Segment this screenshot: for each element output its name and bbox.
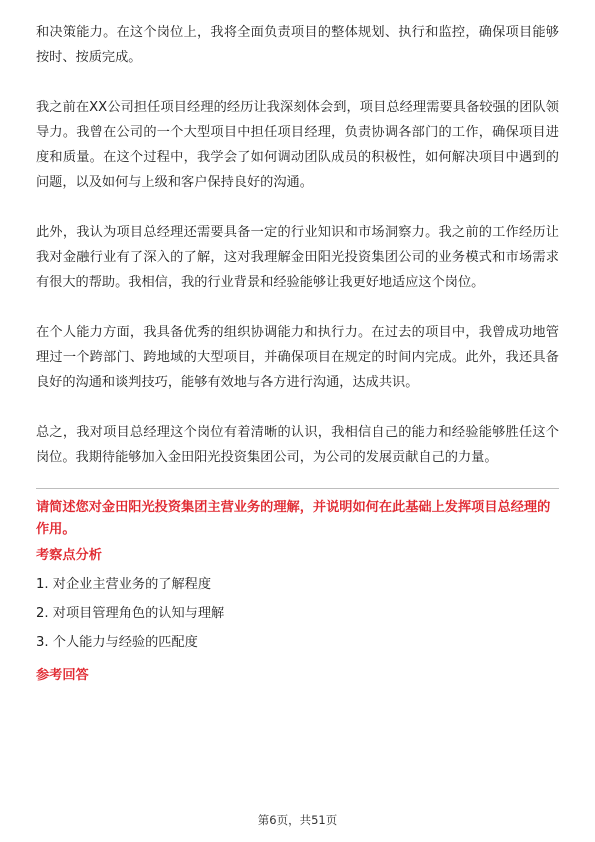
body-paragraph: 总之，我对项目总经理这个岗位有着清晰的认识，我相信自己的能力和经验能够胜任这个岗位。我期待能够加入金田阳光投资集团公司，为公司的发展贡献自己的力量。 [36, 425, 559, 465]
answer-label: 参考回答 [36, 668, 89, 683]
body-paragraph: 在个人能力方面，我具备优秀的组织协调能力和执行力。在过去的项目中，我曾成功地管理过一个跨部门、跨地域的大型项目，并确保项目在规定的时间内完成。此外，我还具备良好的沟通和谈判技巧，能够有效地与各方进行沟通，达成共识。 [36, 325, 559, 390]
analysis-point: 3. 个人能力与经验的匹配度 [36, 635, 198, 650]
section-divider [36, 488, 559, 489]
analysis-point: 1. 对企业主营业务的了解程度 [36, 577, 212, 592]
paragraph-gap [36, 70, 559, 95]
paragraph-gap [36, 395, 559, 420]
analysis-label: 考察点分析 [36, 548, 102, 563]
page-content [36, 20, 559, 693]
paragraph-gap [36, 195, 559, 220]
body-paragraph: 和决策能力。在这个岗位上，我将全面负责项目的整体规划、执行和监控，确保项目能够按时、按质完成。 [36, 25, 559, 65]
analysis-point: 2. 对项目管理角色的认知与理解 [36, 606, 225, 621]
body-paragraph: 我之前在XX公司担任项目经理的经历让我深刻体会到，项目总经理需要具备较强的团队领导力。我曾在公司的一个大型项目中担任项目经理，负责协调各部门的工作，确保项目进度和质量。在这个过程中，我学会了如何调动团队成员的积极性，如何解决项目中遇到的问题，以及如何与上级和客户保持良好的沟通。 [36, 100, 559, 190]
body-paragraph: 此外，我认为项目总经理还需要具备一定的行业知识和市场洞察力。我之前的工作经历让我对金融行业有了深入的了解，这对我理解金田阳光投资集团公司的业务模式和市场需求有很大的帮助。我相信，我的行业背景和经验能够让我更好地适应这个岗位。 [36, 225, 559, 290]
question-heading: 请简述您对金田阳光投资集团主营业务的理解，并说明如何在此基础上发挥项目总经理的作用。 [36, 500, 551, 537]
paragraph-gap [36, 295, 559, 320]
page-footer: 第6页，共51页 [257, 813, 338, 827]
